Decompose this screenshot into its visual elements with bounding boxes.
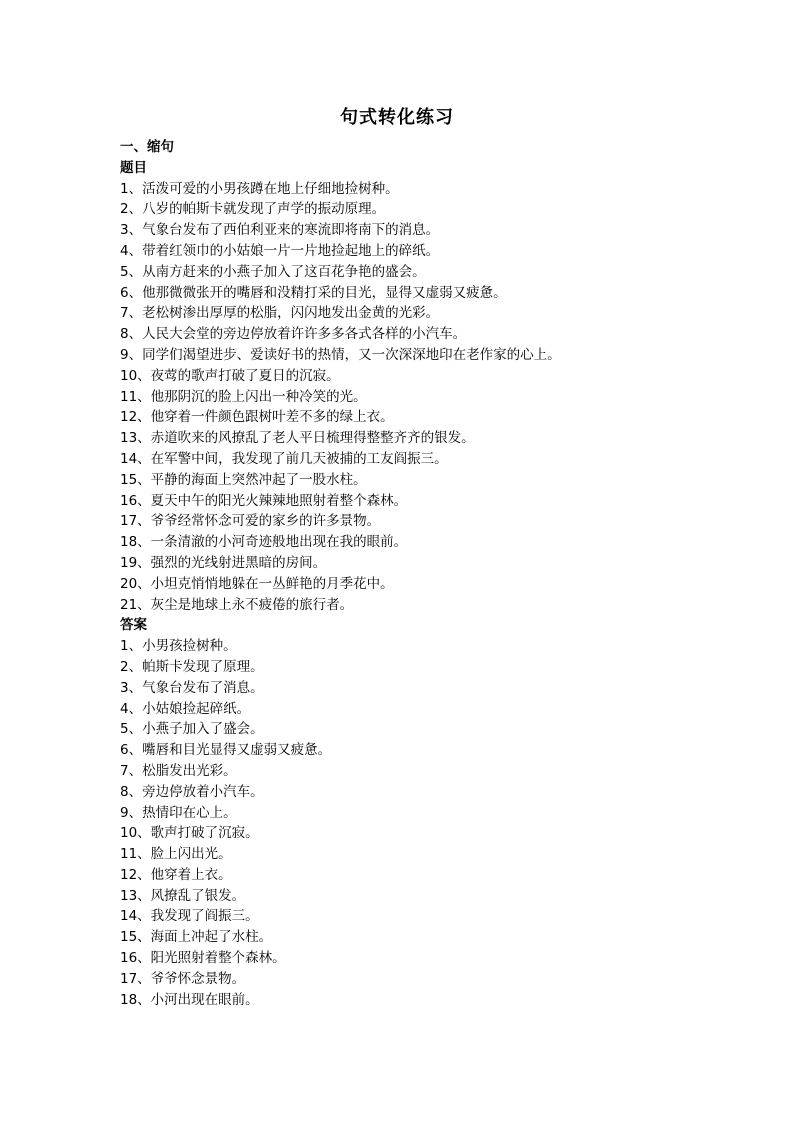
question-item: 10、夜莺的歌声打破了夏日的沉寂。 (120, 367, 340, 384)
question-item: 19、强烈的光线射进黑暗的房间。 (120, 554, 327, 571)
question-item: 17、爷爷经常怀念可爱的家乡的许多景物。 (120, 513, 381, 530)
answer-item: 12、他穿着上衣。 (120, 866, 232, 883)
questions-list (120, 179, 680, 616)
answer-item: 6、嘴唇和目光显得又虚弱又疲惫。 (120, 742, 332, 759)
question-item: 14、在军警中间，我发现了前几天被捕的工友阎振三。 (120, 450, 448, 467)
question-item: 7、老松树渗出厚厚的松脂，闪闪地发出金黄的光彩。 (120, 305, 440, 322)
answers-heading: 答案 (120, 617, 147, 634)
question-item: 1、活泼可爱的小男孩蹲在地上仔细地捡树种。 (120, 180, 399, 197)
document-title: 句式转化练习 (340, 107, 454, 128)
answer-item: 1、小男孩捡树种。 (120, 638, 237, 655)
question-item: 21、灰尘是地球上永不疲倦的旅行者。 (120, 596, 354, 613)
answer-item: 15、海面上冲起了水柱。 (120, 929, 273, 946)
question-item: 5、从南方赶来的小燕子加入了这百花争艳的盛会。 (120, 263, 426, 280)
answer-item: 18、小河出现在眼前。 (120, 991, 259, 1008)
question-item: 16、夏天中午的阳光火辣辣地照射着整个森林。 (120, 492, 408, 509)
question-item: 8、人民大会堂的旁边停放着许许多多各式各样的小汽车。 (120, 326, 467, 343)
answer-item: 14、我发现了阎振三。 (120, 908, 259, 925)
answer-item: 2、帕斯卡发现了原理。 (120, 658, 264, 675)
answer-item: 17、爷爷怀念景物。 (120, 970, 246, 987)
question-item: 20、小坦克悄悄地躲在一丛鲜艳的月季花中。 (120, 575, 394, 592)
answer-item: 3、气象台发布了消息。 (120, 679, 264, 696)
answer-item: 10、歌声打破了沉寂。 (120, 825, 259, 842)
answer-item: 4、小姑娘捡起碎纸。 (120, 700, 251, 717)
question-item: 12、他穿着一件颜色跟树叶差不多的绿上衣。 (120, 409, 394, 426)
document-content (120, 137, 680, 1010)
answer-item: 16、阳光照射着整个森林。 (120, 950, 286, 967)
question-item: 3、气象台发布了西伯利亚来的寒流即将南下的消息。 (120, 222, 440, 239)
section-heading: 一、缩句 (120, 139, 174, 155)
question-item: 2、八岁的帕斯卡就发现了声学的振动原理。 (120, 201, 386, 218)
questions-heading: 题目 (120, 159, 147, 176)
question-item: 13、赤道吹来的风撩乱了老人平日梳理得整整齐齐的银发。 (120, 430, 475, 447)
answer-item: 9、热情印在心上。 (120, 804, 237, 821)
question-item: 18、一条清澈的小河奇迹般地出现在我的眼前。 (120, 534, 408, 551)
question-item: 6、他那微微张开的嘴唇和没精打采的目光，显得又虚弱又疲惫。 (120, 284, 507, 301)
answers-list (120, 636, 680, 1010)
answer-item: 8、旁边停放着小汽车。 (120, 783, 264, 800)
question-item: 4、带着红领巾的小姑娘一片一片地捡起地上的碎纸。 (120, 242, 440, 259)
answer-item: 7、松脂发出光彩。 (120, 762, 237, 779)
answer-item: 5、小燕子加入了盛会。 (120, 721, 264, 738)
question-item: 15、平静的海面上突然冲起了一股水柱。 (120, 471, 367, 488)
answer-item: 13、风撩乱了银发。 (120, 887, 246, 904)
question-item: 9、同学们渴望进步、爱读好书的热情，又一次深深地印在老作家的心上。 (120, 346, 561, 363)
answer-item: 11、脸上闪出光。 (120, 846, 232, 863)
question-item: 11、他那阴沉的脸上闪出一种冷笑的光。 (120, 388, 367, 405)
